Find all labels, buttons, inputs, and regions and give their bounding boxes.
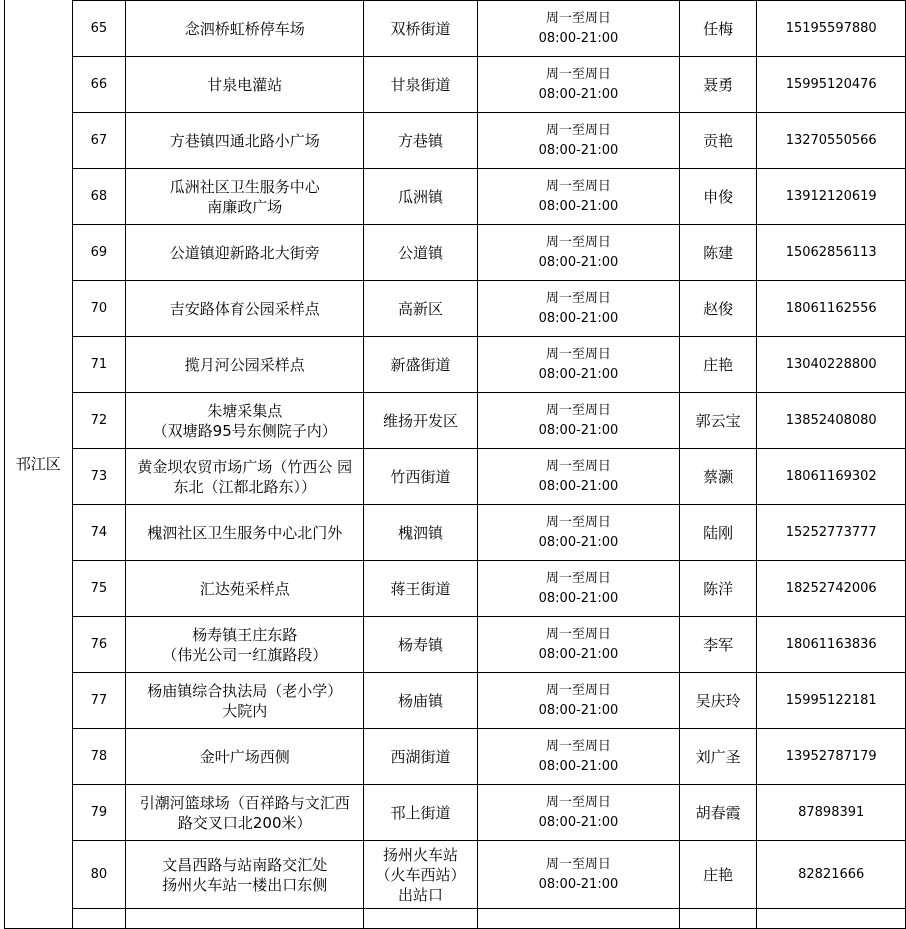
cell	[679, 909, 756, 929]
street-name	[364, 449, 478, 505]
opening-time: 08:00-21:00	[538, 422, 619, 438]
opening-days: 周一至周日	[545, 290, 611, 306]
table-row	[5, 57, 906, 113]
site-name-line: 公道镇迎新路北大街旁	[169, 243, 320, 262]
contact-phone: 13852408080	[757, 393, 906, 449]
contact-person: 吴庆玲	[679, 673, 756, 729]
contact-phone: 18061163836	[757, 617, 906, 673]
contact-phone: 13912120619	[757, 169, 906, 225]
opening-time: 08:00-21:00	[538, 30, 619, 46]
opening-days: 周一至周日	[545, 682, 611, 698]
contact-phone: 18061169302	[757, 449, 906, 505]
street-name-line: 新盛街道	[390, 355, 451, 374]
contact-phone: 15195597880	[757, 1, 906, 57]
street-name-line: 公道镇	[398, 243, 444, 262]
opening-hours	[477, 57, 679, 113]
contact-phone: 13952787179	[757, 729, 906, 785]
table-row	[5, 785, 906, 841]
street-name	[364, 1, 478, 57]
contact-phone: 18252742006	[757, 561, 906, 617]
site-name-line: （双塘路95号东侧院子内）	[152, 421, 337, 440]
opening-days: 周一至周日	[545, 122, 611, 138]
site-name	[126, 281, 364, 337]
site-name-line: 南廉政广场	[207, 197, 283, 216]
opening-days: 周一至周日	[545, 346, 611, 362]
row-number: 73	[72, 449, 126, 505]
cell	[364, 909, 478, 929]
opening-days: 周一至周日	[545, 10, 611, 26]
street-name	[364, 729, 478, 785]
contact-person: 陈建	[679, 225, 756, 281]
contact-person: 蔡灏	[679, 449, 756, 505]
opening-days: 周一至周日	[545, 570, 611, 586]
street-name-line: 方巷镇	[398, 131, 444, 150]
opening-hours	[477, 449, 679, 505]
opening-time: 08:00-21:00	[538, 198, 619, 214]
site-name-line: 吉安路体育公园采样点	[169, 299, 320, 318]
opening-days: 周一至周日	[545, 514, 611, 530]
street-name-line: 出站口	[398, 885, 444, 904]
opening-days: 周一至周日	[545, 402, 611, 418]
row-number: 77	[72, 673, 126, 729]
opening-time: 08:00-21:00	[538, 86, 619, 102]
street-name	[364, 673, 478, 729]
site-name	[126, 841, 364, 909]
table-row	[5, 617, 906, 673]
site-name	[126, 1, 364, 57]
row-number: 67	[72, 113, 126, 169]
street-name	[364, 841, 478, 909]
opening-hours	[477, 561, 679, 617]
site-name-line: 方巷镇四通北路小广场	[169, 131, 320, 150]
opening-days: 周一至周日	[545, 794, 611, 810]
site-name-line: 文昌西路与站南路交汇处	[162, 855, 328, 874]
site-name-line: 扬州火车站一楼出口东侧	[162, 875, 328, 894]
row-number: 65	[72, 1, 126, 57]
contact-phone: 18061162556	[757, 281, 906, 337]
street-name-line: 双桥街道	[390, 19, 451, 38]
opening-hours	[477, 673, 679, 729]
site-name-line: 杨庙镇综合执法局（老小学）	[147, 681, 343, 700]
site-name-line: 念泗桥虹桥停车场	[184, 19, 305, 38]
table-body	[5, 0, 906, 929]
contact-phone: 82821666	[757, 841, 906, 909]
table-row	[5, 225, 906, 281]
site-name-line: 东北（江都北路东））	[173, 477, 316, 496]
site-name-line: 揽月河公园采样点	[184, 355, 305, 374]
contact-person: 庄艳	[679, 841, 756, 909]
contact-phone: 87898391	[757, 785, 906, 841]
opening-hours	[477, 785, 679, 841]
opening-days: 周一至周日	[545, 626, 611, 642]
opening-time: 08:00-21:00	[538, 814, 619, 830]
row-number: 76	[72, 617, 126, 673]
site-name	[126, 449, 364, 505]
cell	[757, 909, 906, 929]
street-name	[364, 561, 478, 617]
opening-hours	[477, 169, 679, 225]
site-name-line: 路交叉口北200米）	[177, 813, 312, 832]
street-name-line: 甘泉街道	[390, 75, 451, 94]
cell	[477, 909, 679, 929]
street-name	[364, 169, 478, 225]
contact-person: 郭云宝	[679, 393, 756, 449]
street-name-line: （火车西站）	[375, 865, 466, 884]
contact-person: 刘广圣	[679, 729, 756, 785]
district-cell	[5, 1, 73, 929]
opening-time: 08:00-21:00	[538, 534, 619, 550]
row-number: 68	[72, 169, 126, 225]
opening-hours	[477, 281, 679, 337]
street-name	[364, 785, 478, 841]
site-name-line: 黄金坝农贸市场广场（竹西公 园	[137, 457, 353, 476]
opening-days: 周一至周日	[545, 458, 611, 474]
table-row	[5, 281, 906, 337]
contact-phone: 13270550566	[757, 113, 906, 169]
opening-time: 08:00-21:00	[538, 478, 619, 494]
table-row	[5, 729, 906, 785]
street-name-line: 瓜洲镇	[398, 187, 444, 206]
street-name	[364, 57, 478, 113]
street-name-line: 维扬开发区	[383, 411, 459, 430]
row-number: 74	[72, 505, 126, 561]
opening-time: 08:00-21:00	[538, 590, 619, 606]
site-name	[126, 673, 364, 729]
contact-person: 李军	[679, 617, 756, 673]
street-name	[364, 337, 478, 393]
opening-hours	[477, 393, 679, 449]
table-row	[5, 113, 906, 169]
street-name	[364, 113, 478, 169]
opening-days: 周一至周日	[545, 234, 611, 250]
opening-days: 周一至周日	[545, 738, 611, 754]
opening-time: 08:00-21:00	[538, 758, 619, 774]
opening-time: 08:00-21:00	[538, 702, 619, 718]
street-name	[364, 505, 478, 561]
contact-phone: 15062856113	[757, 225, 906, 281]
row-number: 70	[72, 281, 126, 337]
opening-hours	[477, 617, 679, 673]
table-row-bottom-edge	[5, 909, 906, 929]
row-number: 75	[72, 561, 126, 617]
site-name-line: 金叶广场西侧	[199, 747, 290, 766]
row-number: 78	[72, 729, 126, 785]
opening-time: 08:00-21:00	[538, 366, 619, 382]
row-number: 71	[72, 337, 126, 393]
row-number: 80	[72, 841, 126, 909]
opening-hours	[477, 505, 679, 561]
street-name	[364, 281, 478, 337]
site-name	[126, 57, 364, 113]
site-name	[126, 617, 364, 673]
street-name	[364, 393, 478, 449]
site-name	[126, 113, 364, 169]
site-name	[126, 337, 364, 393]
opening-hours	[477, 1, 679, 57]
opening-days: 周一至周日	[545, 856, 611, 872]
opening-time: 08:00-21:00	[538, 646, 619, 662]
opening-hours	[477, 337, 679, 393]
site-name-line: 瓜洲社区卫生服务中心	[169, 177, 320, 196]
site-name	[126, 785, 364, 841]
opening-hours	[477, 113, 679, 169]
opening-hours	[477, 225, 679, 281]
site-name	[126, 505, 364, 561]
contact-phone: 15995120476	[757, 57, 906, 113]
table-row	[5, 561, 906, 617]
opening-time: 08:00-21:00	[538, 142, 619, 158]
site-name	[126, 225, 364, 281]
district-name: 邗江区	[15, 455, 61, 474]
opening-time: 08:00-21:00	[538, 254, 619, 270]
opening-days: 周一至周日	[545, 66, 611, 82]
site-name-line: 大院内	[222, 701, 268, 720]
site-name-line: （伟光公司一红旗路段）	[162, 645, 328, 664]
street-name-line: 西湖街道	[390, 747, 451, 766]
street-name-line: 蒋王街道	[390, 579, 451, 598]
street-name	[364, 225, 478, 281]
opening-time: 08:00-21:00	[538, 310, 619, 326]
site-name-line: 汇达苑采样点	[199, 579, 290, 598]
street-name-line: 槐泗镇	[398, 523, 444, 542]
opening-time: 08:00-21:00	[538, 876, 619, 892]
contact-person: 任梅	[679, 1, 756, 57]
contact-person: 聂勇	[679, 57, 756, 113]
table-row	[5, 393, 906, 449]
table-row	[5, 841, 906, 909]
table-row	[5, 169, 906, 225]
street-name-line: 杨寿镇	[398, 635, 444, 654]
contact-phone: 13040228800	[757, 337, 906, 393]
site-name-line: 甘泉电灌站	[207, 75, 283, 94]
site-name	[126, 561, 364, 617]
row-number: 79	[72, 785, 126, 841]
contact-person: 赵俊	[679, 281, 756, 337]
row-number: 66	[72, 57, 126, 113]
opening-hours	[477, 841, 679, 909]
cell	[72, 909, 126, 929]
site-name-line: 朱塘采集点	[207, 401, 283, 420]
contact-person: 陆刚	[679, 505, 756, 561]
street-name-line: 扬州火车站	[383, 845, 459, 864]
testing-sites-table	[4, 0, 906, 929]
contact-phone: 15252773777	[757, 505, 906, 561]
site-name-line: 杨寿镇王庄东路	[192, 625, 298, 644]
table-row	[5, 505, 906, 561]
opening-hours	[477, 729, 679, 785]
row-number: 69	[72, 225, 126, 281]
row-number: 72	[72, 393, 126, 449]
table-row	[5, 449, 906, 505]
contact-person: 庄艳	[679, 337, 756, 393]
cell	[126, 909, 364, 929]
table-row	[5, 337, 906, 393]
contact-person: 申俊	[679, 169, 756, 225]
street-name-line: 高新区	[398, 299, 444, 318]
opening-days: 周一至周日	[545, 178, 611, 194]
contact-phone: 15995122181	[757, 673, 906, 729]
site-name	[126, 393, 364, 449]
table-row	[5, 1, 906, 57]
street-name-line: 竹西街道	[390, 467, 451, 486]
site-name-line: 槐泗社区卫生服务中心北门外	[147, 523, 343, 542]
contact-person: 陈洋	[679, 561, 756, 617]
contact-person: 贡艳	[679, 113, 756, 169]
street-name-line: 杨庙镇	[398, 691, 444, 710]
street-name	[364, 617, 478, 673]
street-name-line: 邗上街道	[390, 803, 451, 822]
site-name-line: 引潮河篮球场（百祥路与文汇西	[139, 793, 350, 812]
site-name	[126, 729, 364, 785]
table-row	[5, 673, 906, 729]
contact-person: 胡春霞	[679, 785, 756, 841]
site-name	[126, 169, 364, 225]
